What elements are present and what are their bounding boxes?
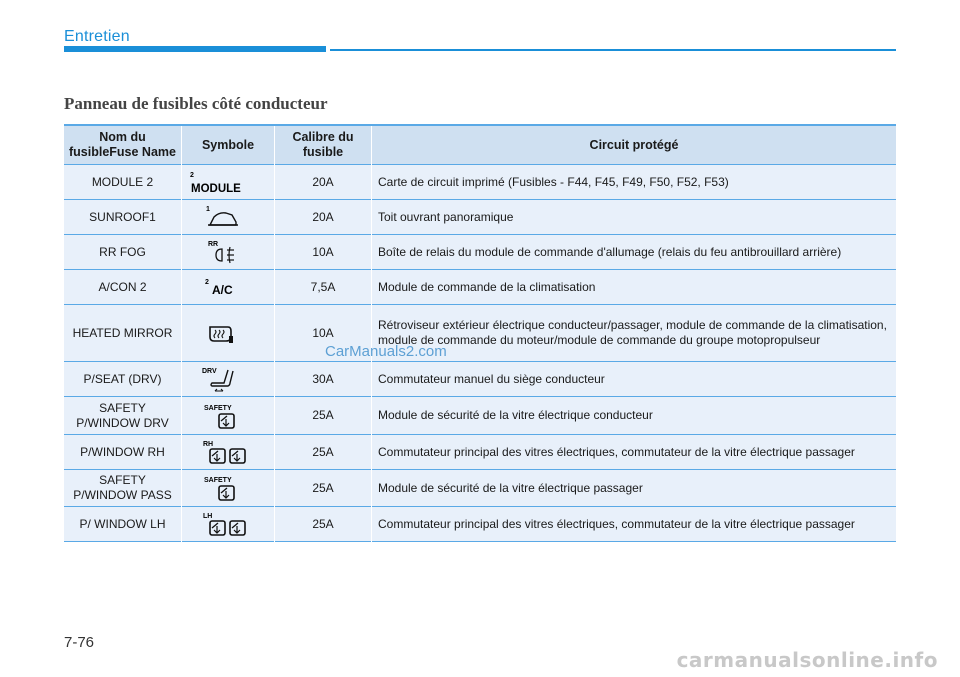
- table-row: [64, 362, 896, 397]
- module-2-icon: [186, 168, 270, 196]
- fuse-circuit: Module de sécurité de la vitre électrique conducteur: [378, 408, 653, 422]
- fuse-rating: 10A: [275, 235, 372, 270]
- symbol-sup: 2: [205, 279, 209, 286]
- col-header-rating: Calibre du fusible: [275, 125, 372, 165]
- power-seat-icon: [186, 365, 270, 393]
- header-rule-thin: [330, 49, 896, 51]
- fuse-name: A/CON 2: [64, 270, 182, 305]
- page-number: 7-76: [64, 634, 95, 651]
- watermark: CarManuals2.com: [325, 343, 447, 360]
- table-header-row: [64, 125, 896, 165]
- table-row: [64, 435, 896, 470]
- ac-icon: [186, 273, 270, 301]
- symbol-sup: SAFETY: [204, 477, 232, 484]
- fuse-rating: 10A: [275, 305, 372, 362]
- fuse-name: SUNROOF1: [64, 200, 182, 235]
- symbol-sup: SAFETY: [204, 404, 232, 412]
- fuse-name: MODULE 2: [64, 165, 182, 200]
- fuse-symbol: [182, 305, 275, 362]
- fuse-symbol: [182, 397, 275, 435]
- page-heading: Panneau de fusibles côté conducteur: [64, 94, 328, 113]
- fuse-symbol: [182, 270, 275, 305]
- header-rule-thick: [64, 46, 326, 52]
- fuse-circuit: Module de sécurité de la vitre électrique passager: [378, 480, 643, 495]
- symbol-sup: LH: [203, 513, 213, 520]
- rear-fog-icon: [186, 238, 270, 266]
- section-title: Entretien: [64, 28, 130, 45]
- fuse-rating: 25A: [275, 507, 372, 542]
- table-row: [64, 200, 896, 235]
- symbol-sup: RR: [208, 241, 219, 248]
- fuse-circuit: Module de commande de la climatisation: [378, 279, 596, 294]
- col-header-symbol: Symbole: [182, 125, 275, 165]
- safety-window-icon: [186, 402, 270, 430]
- symbol-sup: RH: [203, 441, 214, 448]
- fuse-circuit: Commutateur principal des vitres électriques, commutateur de la vitre électrique passager: [378, 516, 855, 531]
- table-row: [64, 507, 896, 542]
- site-watermark: carmanualsonline.info: [676, 648, 938, 672]
- power-window-icon: [186, 438, 270, 466]
- fuse-name: SAFETY P/WINDOW DRV: [64, 397, 182, 435]
- sunroof-icon: [186, 203, 270, 231]
- table-row: [64, 165, 896, 200]
- fuse-rating: 20A: [275, 200, 372, 235]
- col-header-name: Nom du fusibleFuse Name: [64, 125, 182, 165]
- fuse-symbol: [182, 200, 275, 235]
- table-row: [64, 235, 896, 270]
- fuse-symbol: [182, 435, 275, 470]
- fuse-name: SAFETY P/WINDOW PASS: [64, 470, 182, 507]
- symbol-text: MODULE: [191, 183, 241, 195]
- symbol-sup: 1: [206, 206, 210, 213]
- table-row: [64, 305, 896, 362]
- fuse-circuit: Rétroviseur extérieur électrique conducteur/passager, module de commande de la climatisation, module de commande du moteur/module de commande du groupe motopropulseur: [378, 318, 887, 347]
- fuse-circuit: Boîte de relais du module de commande d'allumage (relais du feu antibrouillard arrière): [378, 244, 842, 259]
- fuse-rating: 20A: [275, 165, 372, 200]
- fuse-name: RR FOG: [64, 235, 182, 270]
- fuse-symbol: [182, 507, 275, 542]
- table-row: [64, 397, 896, 435]
- table-row: [64, 470, 896, 507]
- fuse-rating: 25A: [275, 435, 372, 470]
- fuse-name: P/WINDOW RH: [64, 435, 182, 470]
- col-header-circuit: Circuit protégé: [589, 137, 679, 152]
- fuse-rating: 25A: [275, 470, 372, 507]
- safety-window-icon: [186, 474, 270, 502]
- fuse-symbol: [182, 165, 275, 200]
- symbol-sup: 2: [190, 172, 194, 179]
- table-row: [64, 270, 896, 305]
- fuse-name: P/ WINDOW LH: [64, 507, 182, 542]
- fuse-symbol: [182, 470, 275, 507]
- fuse-name: HEATED MIRROR: [64, 305, 182, 362]
- fuse-circuit: Carte de circuit imprimé (Fusibles - F44, F45, F49, F50, F52, F53): [378, 174, 729, 189]
- power-window-icon: [186, 510, 270, 538]
- symbol-text: A/C: [212, 283, 233, 297]
- fuse-rating: 25A: [275, 397, 372, 435]
- symbol-sup: DRV: [202, 368, 217, 375]
- fuse-circuit: Toit ouvrant panoramique: [378, 209, 514, 224]
- fuse-rating: 30A: [275, 362, 372, 397]
- fuse-rating: 7,5A: [275, 270, 372, 305]
- fuse-name: P/SEAT (DRV): [64, 362, 182, 397]
- heated-mirror-icon: [186, 319, 270, 347]
- fuse-symbol: [182, 235, 275, 270]
- fuse-circuit: Commutateur manuel du siège conducteur: [378, 371, 605, 386]
- fuse-symbol: [182, 362, 275, 397]
- fuse-circuit: Commutateur principal des vitres électriques, commutateur de la vitre électrique passager: [378, 444, 855, 459]
- fuse-table: [64, 124, 896, 542]
